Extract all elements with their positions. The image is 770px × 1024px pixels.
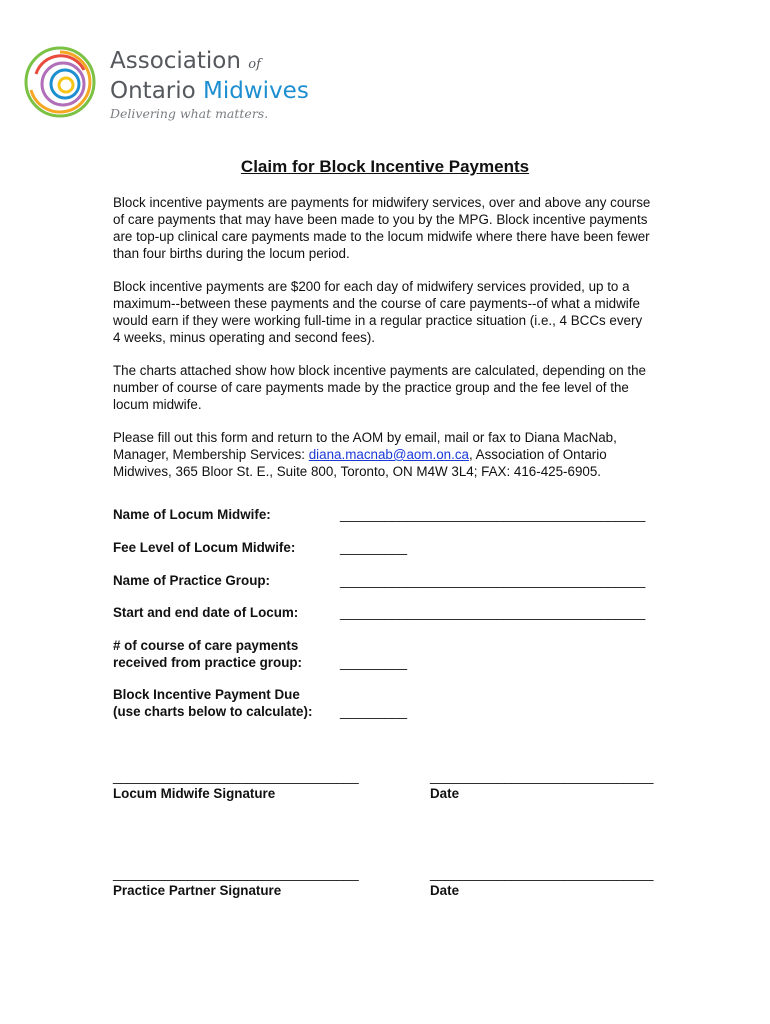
paragraph-submit: Please fill out this form and return to the AOM by email, mail or fax to Diana MacNab, Manager, Membership Services: diana.macnab@aom.on.ca, Association of Ontario Midwives, 365 Bloor St. E., Suite 800, Toronto, ON M4W 3L4; FAX: 416-425-6905. (113, 430, 617, 479)
email-link[interactable]: diana.macnab@aom.on.ca (308, 447, 469, 462)
payment-due-field[interactable]: _________ (340, 704, 408, 719)
org-name-line1: Association of (110, 48, 261, 74)
locum-date-field[interactable]: ______________________________ (430, 769, 654, 784)
name-label: Name of Locum Midwife: (113, 507, 271, 522)
locum-dates-label: Start and end date of Locum: (113, 605, 299, 620)
document-title: Claim for Block Incentive Payments (240, 157, 530, 176)
paragraph-charts: The charts attached show how block incentive payments are calculated, depending on the number of course of care payments made by the practice group and the fee level of the locum midwife. (113, 363, 646, 412)
practice-group-field[interactable]: _________________________________________ (340, 573, 646, 588)
payments-count-label: # of course of care payments received from practice group: (113, 638, 303, 670)
paragraph-definition: Block incentive payments are payments for midwifery services, over and above any course of care payments that may have been made to you by the MPG. Block incentive payments are top-up clinical care payments made to the locum midwife where there have been fewer than four births during the locum period. (113, 195, 651, 261)
aom-logo (22, 44, 322, 124)
partner-signature-field[interactable]: _________________________________ (113, 866, 359, 881)
org-name-line2: Ontario Midwives (110, 78, 309, 104)
paragraph-amount: Block incentive payments are $200 for each day of midwifery services provided, up to a maximum--between these payments and the course of care payments--of what a midwife would earn if they were working full-time in a regular practice situation (i.e., 4 BCCs every 4 weeks, minus operating and second fees). (113, 279, 643, 345)
payment-due-label: Block Incentive Payment Due (use charts below to calculate): (113, 687, 313, 719)
fee-level-label: Fee Level of Locum Midwife: (113, 540, 296, 555)
partner-signature-label: Practice Partner Signature (113, 883, 282, 898)
instructions (113, 194, 653, 496)
name-field[interactable]: _________________________________________ (340, 507, 646, 522)
payments-count-field[interactable]: _________ (340, 655, 408, 670)
locum-signature-label: Locum Midwife Signature (113, 786, 276, 801)
logo-wordmark (110, 48, 309, 121)
locum-date-label: Date (430, 786, 460, 801)
fee-level-field[interactable]: _________ (340, 540, 408, 555)
locum-dates-field[interactable]: _________________________________________ (340, 605, 646, 620)
aom-logo-icon (22, 44, 98, 120)
partner-date-field[interactable]: ______________________________ (430, 866, 654, 881)
practice-group-label: Name of Practice Group: (113, 573, 271, 588)
partner-date-label: Date (430, 883, 460, 898)
logo-tagline: Delivering what matters. (110, 106, 269, 121)
locum-signature-field[interactable]: _________________________________ (113, 769, 359, 784)
